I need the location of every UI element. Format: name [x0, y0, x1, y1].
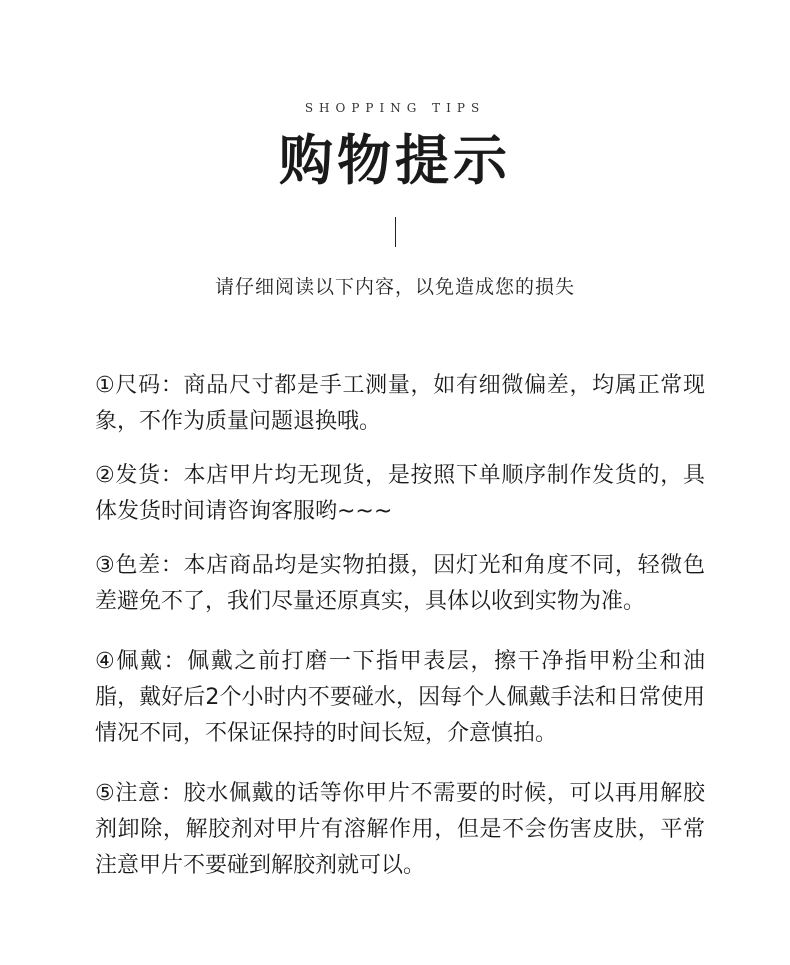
tip-notice: ⑤注意：胶水佩戴的话等你甲片不需要的时候，可以再用解胶剂卸除，解胶剂对甲片有溶解作用，但是不会伤害皮肤，平常注意甲片不要碰到解胶剂就可以。 — [95, 781, 705, 878]
eyebrow-label: SHOPPING TIPS — [304, 101, 486, 115]
tip-size: ①尺码：商品尺寸都是手工测量，如有细微偏差，均属正常现象，不作为质量问题退换哦。 — [95, 373, 705, 434]
tip-color-difference: ③色差：本店商品均是实物拍摄，因灯光和角度不同，轻微色差避免不了，我们尽量还原真实，具体以收到实物为准。 — [95, 553, 705, 614]
tip-wearing: ④佩戴：佩戴之前打磨一下指甲表层，擦干净指甲粉尘和油脂，戴好后2个小时内不要碰水，因每个人佩戴手法和日常使用情况不同，不保证保持的时间长短，介意慎拍。 — [95, 649, 705, 746]
page-title: 购物提示 — [279, 128, 511, 192]
tips-list — [95, 368, 705, 884]
vertical-divider — [395, 217, 396, 247]
page-subtitle: 请仔细阅读以下内容，以免造成您的损失 — [214, 276, 575, 298]
tip-shipping: ②发货：本店甲片均无现货，是按照下单顺序制作发货的，具体发货时间请咨询客服哟~~~ — [95, 463, 705, 524]
